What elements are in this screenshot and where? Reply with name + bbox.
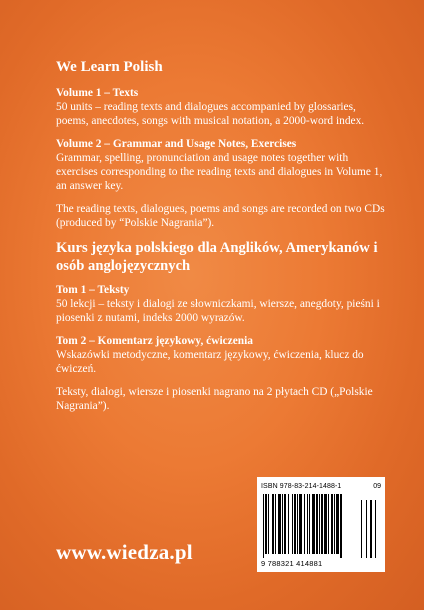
back-cover-text (56, 58, 386, 422)
volume-1-description: 50 units – reading texts and dialogues accompanied by glossaries, poems, anecdotes, songs with musical notation, a 2000-word index. (56, 101, 365, 127)
barcode-addon: 09 (373, 483, 381, 490)
polish-title: Kurs języka polskiego dla Anglików, Amerykanów i osób anglojęzycznych (56, 240, 378, 274)
barcode (257, 477, 385, 572)
english-recording-note: The reading texts, dialogues, poems and songs are recorded on two CDs (produced by “Polskie Nagrania”). (56, 203, 385, 229)
tom-1-heading: Tom 1 – Teksty (56, 284, 130, 296)
english-title: We Learn Polish (56, 59, 163, 75)
website-url: www.wiedza.pl (56, 540, 193, 564)
tom-2-description: Wskazówki metodyczne, komentarz językowy, ćwiczenia, klucz do ćwiczeń. (56, 349, 364, 375)
tom-2-heading: Tom 2 – Komentarz językowy, ćwiczenia (56, 335, 253, 347)
tom-1-description: 50 lekcji – teksty i dialogi ze słowniczkami, wiersze, anegdoty, pieśni i piosenki z nutami, indeks 2000 wyrazów. (56, 298, 380, 324)
volume-1-heading: Volume 1 – Texts (56, 87, 139, 99)
volume-2-description: Grammar, spelling, pronunciation and usage notes together with exercises corresponding to the reading texts and dialogues in Volume 1, an answer key. (56, 152, 383, 192)
barcode-bars (261, 494, 381, 558)
volume-2-heading: Volume 2 – Grammar and Usage Notes, Exercises (56, 138, 297, 150)
isbn-label: ISBN 978-83-214-1488-1 (261, 483, 342, 490)
polish-recording-note: Teksty, dialogi, wiersze i piosenki nagrano na 2 płytach CD („Polskie Nagrania”). (56, 386, 373, 412)
barcode-digits: 9 788321 414881 (261, 559, 323, 568)
